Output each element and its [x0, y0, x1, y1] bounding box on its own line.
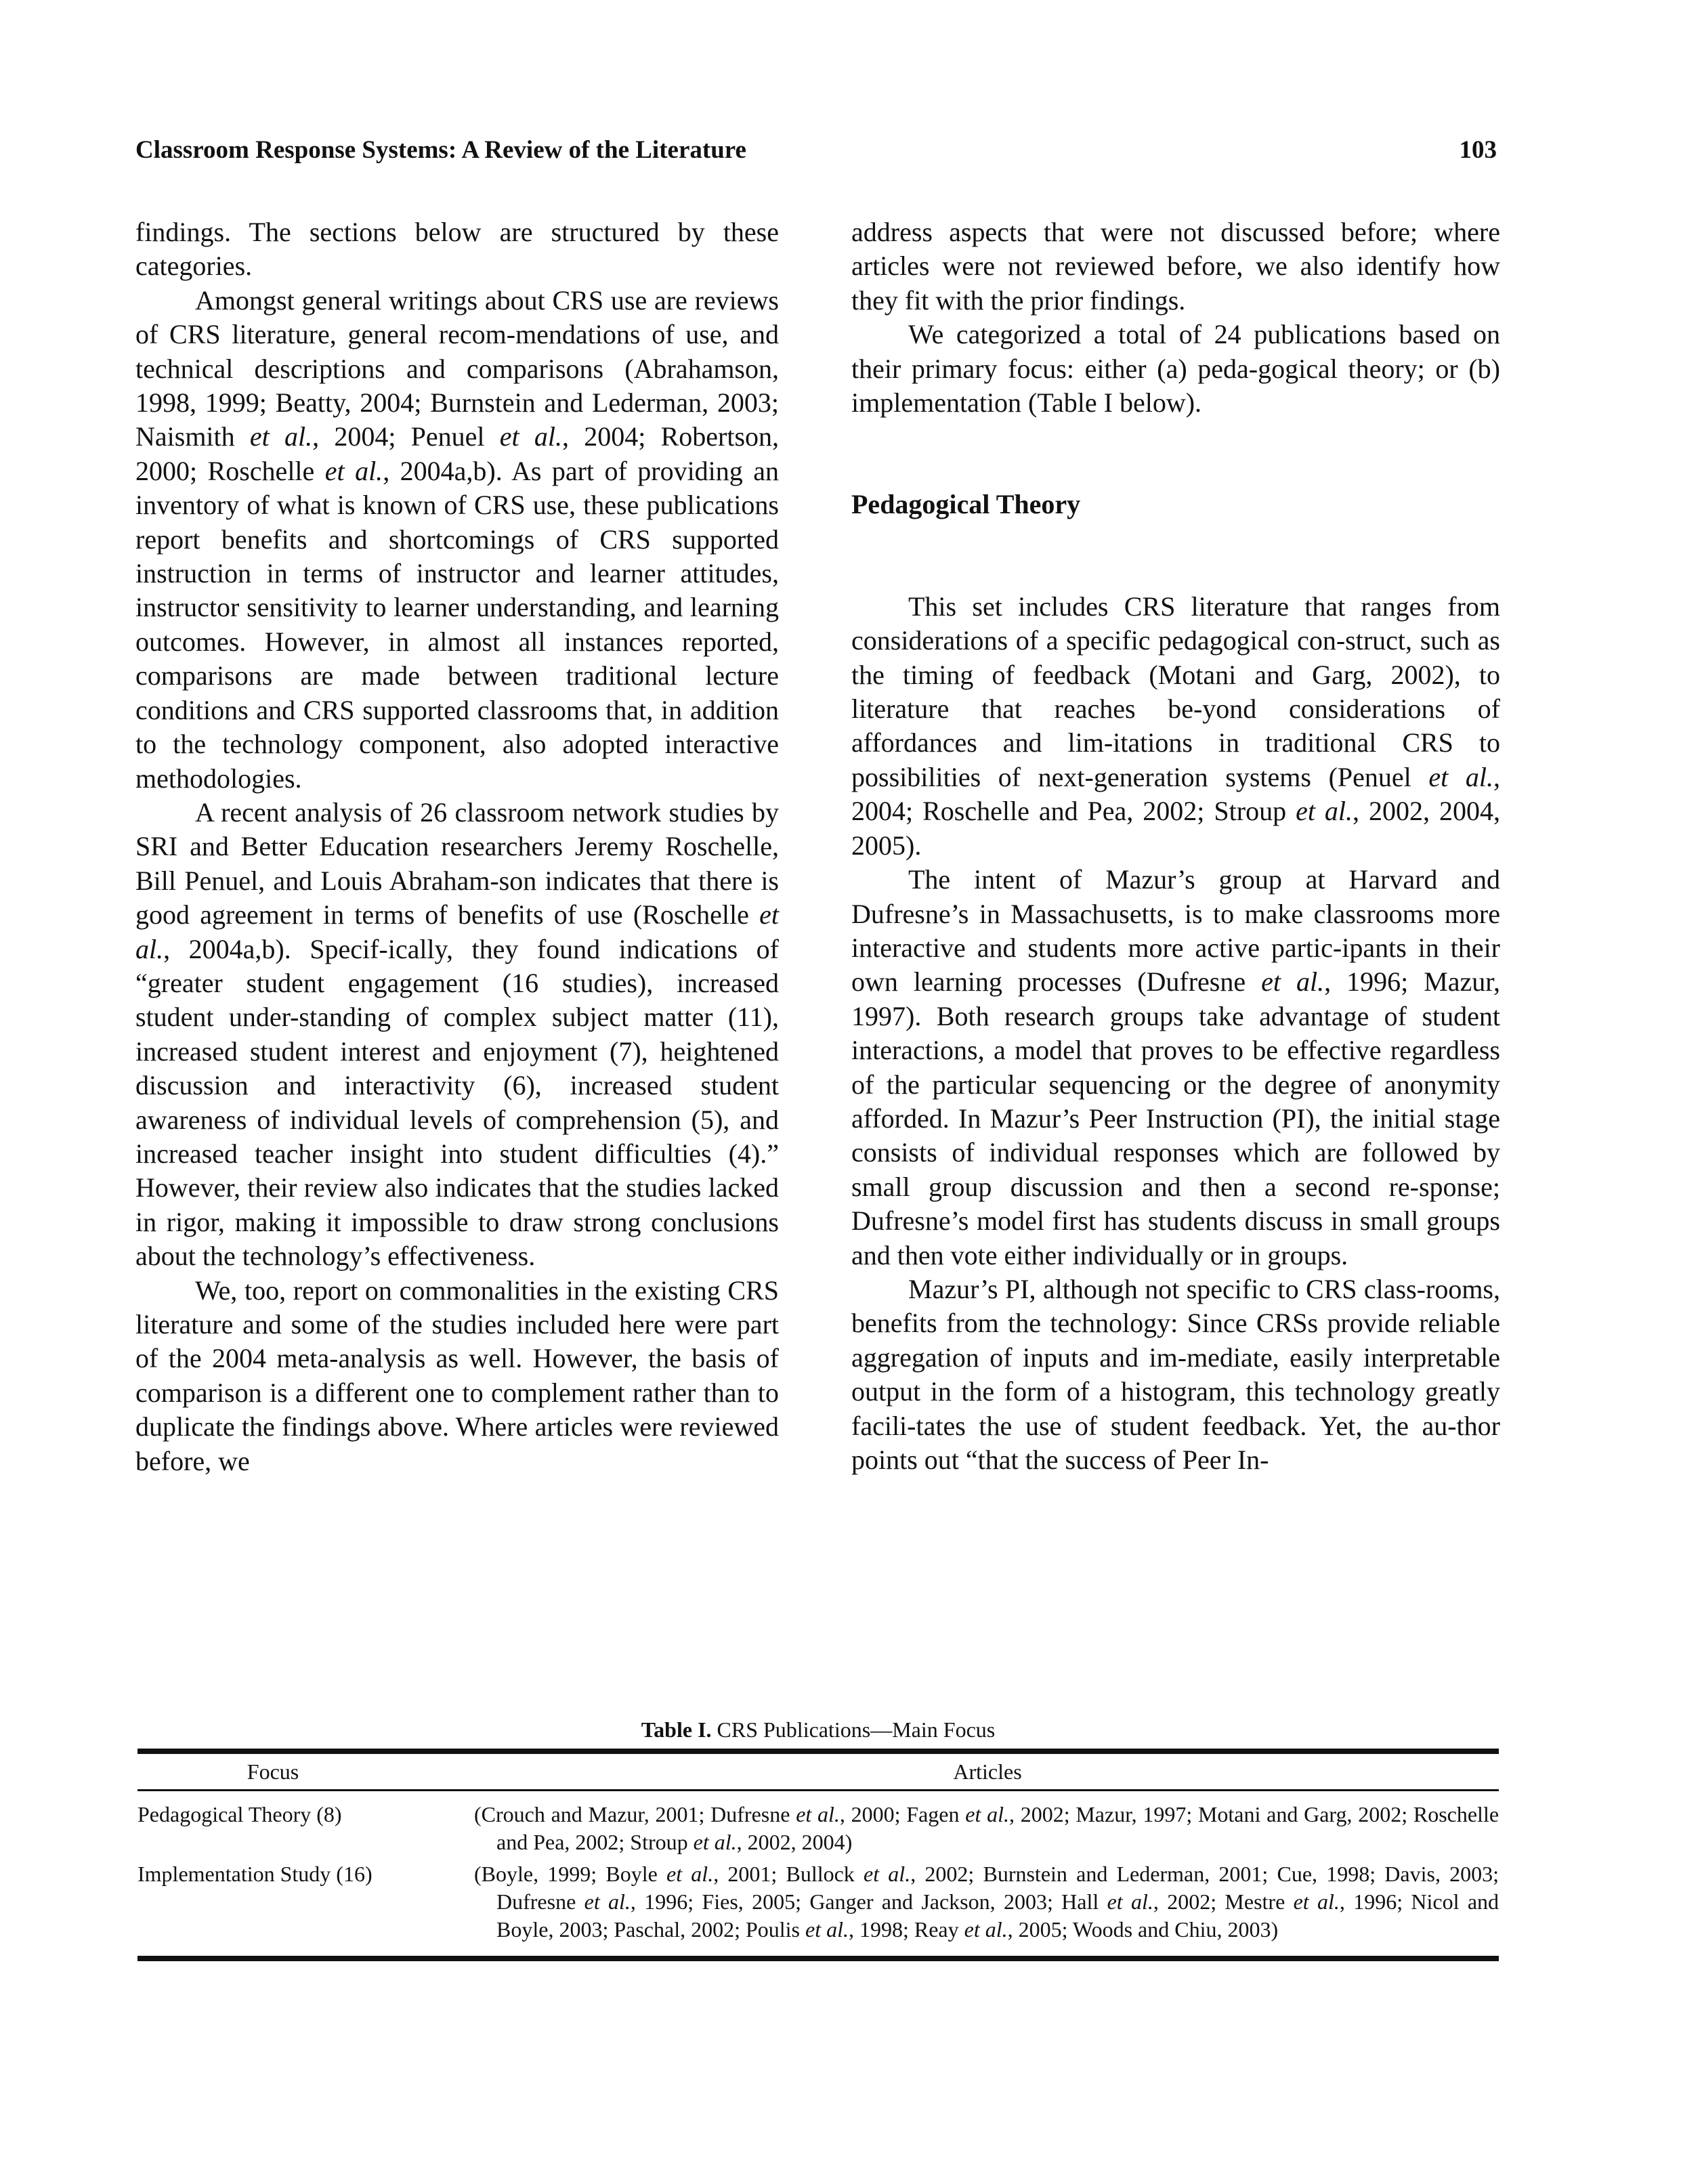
- paragraph-address-aspects: address aspects that were not discussed before; where articles were not reviewed before, we also identify how they fit with the prior findings.: [851, 217, 1500, 316]
- section-heading-pedagogical-theory: Pedagogical Theory: [851, 489, 1081, 520]
- table-cell-focus: Pedagogical Theory (8): [137, 1802, 342, 1826]
- table-body: [137, 1791, 1499, 1956]
- paragraph-set-includes: This set includes CRS literature that ranges from considerations of a specific pedagogical con-struct, such as the timing of feedback (Motani and Garg, 2002), to literature that reaches be-yond considerations of affordances and lim-itations in traditional CRS to possibilities of next-generation systems (Penuel et al., 2004; Roschelle and Pea, 2002; Stroup et al., 2002, 2004, 2005).: [851, 591, 1500, 861]
- paragraph-commonalities: We, too, report on commonalities in the existing CRS literature and some of the studies included here were part of the 2004 meta-analysis as well. However, the basis of comparison is a different one to complement rather than to duplicate the findings above. Where articles were reviewed before, we: [135, 1275, 779, 1476]
- table-cell-focus: Implementation Study (16): [137, 1862, 373, 1886]
- table-top-rule: [137, 1749, 1499, 1754]
- paragraph-categorized: We categorized a total of 24 publications based on their primary focus: either (a) peda-gogical theory; or (b) implementation (Table I below).: [851, 319, 1500, 419]
- paragraph-general-writings: Amongst general writings about CRS use are reviews of CRS literature, general recom-mendations of use, and technical descriptions and comparisons (Abrahamson, 1998, 1999; Beatty, 2004; Burnstein and Lederman, 2003; Naismith et al., 2004; Penuel et al., 2004; Robertson, 2000; Roschelle et al., 2004a,b). As part of providing an inventory of what is known of CRS use, these publications report benefits and shortcomings of CRS supported instruction in terms of instructor and learner attitudes, instructor sensitivity to learner understanding, and learning outcomes. However, in almost all instances reported, comparisons are made between traditional lecture conditions and CRS supported classrooms that, in addition to the technology component, also adopted interactive methodologies.: [135, 284, 780, 794]
- column-header-articles: Articles: [953, 1759, 1022, 1784]
- table-cell-articles: (Boyle, 1999; Boyle et al., 2001; Bullock et al., 2002; Burnstein and Lederman, 2001; Cue, 1998; Davis, 2003; Dufresne et al., 1996; Fies, 2005; Ganger and Jackson, 2003; Hall et al., 2002; Mestre et al., 1996; Nicol and Boyle, 2003; Paschal, 2002; Poulis et al., 1998; Reay et al., 2005; Woods and Chiu, 2003): [474, 1862, 1499, 1942]
- table-cell-articles: (Crouch and Mazur, 2001; Dufresne et al., 2000; Fagen et al., 2002; Mazur, 1997; Motani and Garg, 2002; Roschelle and Pea, 2002; Stroup et al., 2002, 2004): [474, 1802, 1499, 1854]
- running-title: Classroom Response Systems: A Review of the Literature: [135, 136, 746, 164]
- table-row: [137, 1801, 1499, 1856]
- table-caption: Table I. CRS Publications—Main Focus: [641, 1717, 996, 1742]
- running-head: [135, 133, 1497, 168]
- left-column: [135, 215, 779, 1478]
- table-crs-publications: [137, 1715, 1499, 1961]
- column-header-focus: Focus: [247, 1759, 299, 1784]
- table-bottom-rule: [137, 1956, 1499, 1961]
- page-number: 103: [1459, 136, 1497, 164]
- right-column: [851, 215, 1500, 1477]
- table-row: [137, 1860, 1499, 1944]
- paragraph-recent-analysis: A recent analysis of 26 classroom network studies by SRI and Better Education researchers Jeremy Roschelle, Bill Penuel, and Louis Abraham-son indicates that there is good agreement in terms of benefits of use (Roschelle et al., 2004a,b). Specif-ically, they found indications of “greater student engagement (16 studies), increased student under-standing of complex subject matter (11), increased student interest and enjoyment (7), heightened discussion and interactivity (6), increased student awareness of individual levels of comprehension (5), and increased teacher insight into student difficulties (4).” However, their review also indicates that the studies lacked in rigor, making it impossible to draw strong conclusions about the technology’s effectiveness.: [135, 796, 779, 1272]
- table-header: [137, 1754, 1499, 1789]
- paragraph-mazur-intent: The intent of Mazur’s group at Harvard and Dufresne’s in Massachusetts, is to make classrooms more interactive and students more active partic-ipants in their own learning processes (Dufresne et al., 1996; Mazur, 1997). Both research groups take advantage of student interactions, a model that proves to be effective regardless of the particular sequencing or the degree of anonymity afforded. In Mazur’s Peer Instruction (PI), the initial stage consists of individual responses which are followed by small group discussion and then a second re-sponse; Dufresne’s model first has students discuss in small groups and then vote either individually or in groups.: [851, 864, 1501, 1270]
- paragraph-continuation: findings. The sections below are structured by these categories.: [135, 217, 779, 282]
- paragraph-mazur-pi: Mazur’s PI, although not specific to CRS class-rooms, benefits from the technology: Since CRSs provide reliable aggregation of inputs and im-mediate, easily interpretable output in the form of a histogram, this technology greatly facili-tates the use of student feedback. Yet, the au-thor points out “that the success of Peer In-: [851, 1273, 1500, 1475]
